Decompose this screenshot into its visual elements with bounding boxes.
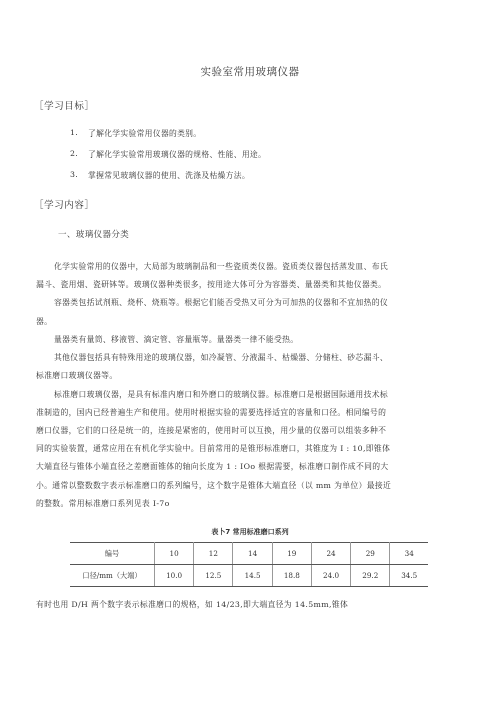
table-cell: 18.8: [272, 565, 311, 587]
table-cell: 14: [233, 543, 272, 565]
table-row: [70, 565, 428, 587]
table-cell: 29: [351, 543, 390, 565]
table-cell: 10.0: [155, 565, 194, 587]
table-row: [70, 543, 428, 565]
paragraph-line: 有时也用 D/H 两个数字表示标准磨口的规格，如 14/23,即大端直径为 14.5mm,锥体: [36, 600, 349, 609]
table-cell: 24: [311, 543, 350, 565]
paragraph-line: 容器类包括试剂瓶、烧杯、烧瓶等。根据它们能否受热又可分为可加热的仪器和不宜加热的仪: [54, 298, 389, 307]
section-title: 一、玻璃仪器分类: [58, 230, 130, 240]
goal-text: 掌握常见玻璃仪器的使用、洗涤及枯燥方法。: [88, 171, 250, 180]
goal-number: 2.: [70, 149, 79, 158]
table-cell: 29.2: [351, 565, 390, 587]
goal-number: 3.: [70, 170, 79, 179]
paragraph-line: 准制造的，国内已经普遍生产和使用。使用时根据实验的需要选择适宜的容量和口径。相同编号的: [36, 408, 387, 417]
paragraph-line: 标准磨口玻璃仪器，是具有标准内磨口和外磨口的玻璃仪器。标准磨口是根据国际通用技术标: [54, 390, 389, 399]
table-cell: 24.0: [311, 565, 350, 587]
paragraph-line: 其他仪器包括具有特殊用途的玻璃仪器，如冷凝管、分液漏斗、枯燥器、分储柱、砂芯漏斗、: [54, 353, 389, 362]
paragraph-line: 量器类有量筒、移液管、滴定管、容量瓶等。量器类一律不能受热。: [54, 335, 299, 344]
table-cell: 14.5: [233, 565, 272, 587]
paragraph-line: 小。通常以整数数字表示标准磨口的系列编号，这个数字是锥体大端直径（以 mm 为单位）最接近: [36, 481, 392, 490]
row-label: 口径/mm（大端）: [70, 565, 155, 587]
paragraph-line: 漏斗、瓷用烟、瓷研钵等。玻璃仪器种类很多，按用途大体可分为容器类、量器类和其他仪器类。: [36, 280, 387, 289]
table-cell: 34: [390, 543, 428, 565]
table-cell: 12.5: [194, 565, 233, 587]
paragraph-line: 磨口仪器，它们的口径是统一的，连接是紧密的，使用时可以互换，用少量的仪器可以组装多种不: [36, 426, 387, 435]
goal-text: 了解化学实验常用玻璃仪器的规格、性能、用途。: [88, 150, 267, 159]
paragraph-line: 同的实验装置，通常应用在有机化学实验中。目前常用的是锥形标准磨口，其锥度为 I : 10,即锥体: [36, 444, 391, 453]
page-title: 实验室常用玻璃仪器: [200, 66, 300, 78]
paragraph-line: 大端直径与锥体小端直径之差磨面锥体的轴向长度为 1 : IOo 根据需要，标准磨口制作成不同的大: [36, 462, 389, 471]
table-caption: 表卜7 常用标准磨口系列: [211, 528, 289, 536]
paragraph-line: 的整数。常用标准磨口系列见表 I-7o: [36, 499, 170, 508]
table-cell: 19: [272, 543, 311, 565]
content-heading: ［学习内容］: [34, 200, 95, 211]
goal-text: 了解化学实验常用仪器的类别。: [88, 129, 202, 138]
table-cell: 10: [155, 543, 194, 565]
table-cell: 34.5: [390, 565, 428, 587]
goal-number: 1.: [70, 128, 79, 137]
table-cell: 12: [194, 543, 233, 565]
paragraph-line: 化学实验常用的仪器中，大局部为玻璃制品和一些瓷质类仪器。瓷质类仪器包括蒸发皿、布氏: [54, 262, 389, 271]
paragraph-line: 标准磨口玻璃仪器等。: [36, 371, 118, 380]
row-label: 编号: [70, 543, 155, 565]
ground-joint-table: [70, 542, 428, 587]
paragraph-line: 器。: [36, 317, 53, 326]
goals-heading: ［学习目标］: [34, 101, 95, 112]
